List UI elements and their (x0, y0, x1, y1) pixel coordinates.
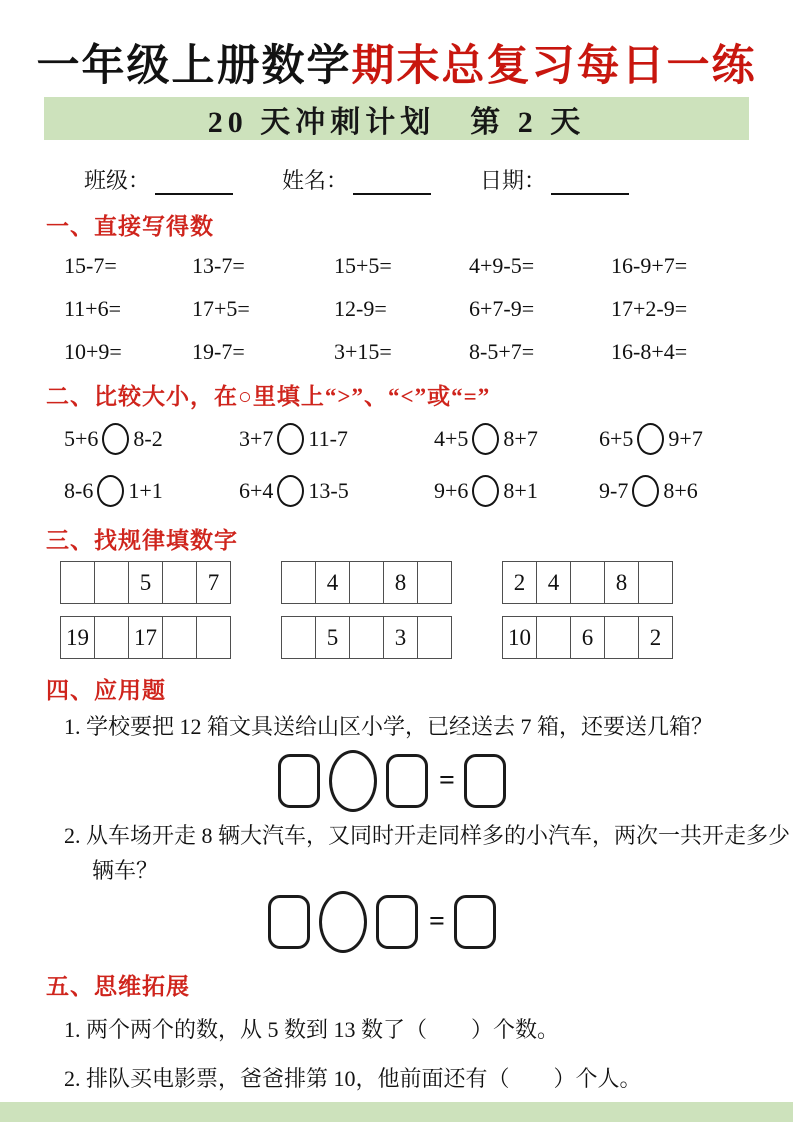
sequence-cell (281, 616, 316, 659)
answer-circle (277, 423, 304, 455)
oral-math-grid (0, 253, 793, 365)
right-expression: 11-7 (308, 426, 348, 452)
equation-shapes-row-2 (268, 889, 793, 955)
comparison-grid (0, 421, 793, 509)
plan-banner (44, 97, 749, 140)
comparison-item (64, 473, 239, 509)
answer-box (376, 895, 418, 949)
section4-heading: 四、应用题 (46, 678, 166, 704)
title-review-part: 期末总复习每日一练 (351, 43, 757, 90)
left-expression: 8-6 (64, 478, 94, 504)
math-problem: 16-8+4= (611, 339, 688, 365)
sequence-row (0, 561, 793, 604)
answer-circle (102, 423, 129, 455)
sequence-cell: 5 (128, 561, 163, 604)
math-problem: 15+5= (334, 253, 392, 279)
math-problem: 4+9-5= (469, 253, 535, 279)
comparison-row (64, 473, 793, 509)
thinking-problem-1: 1. 两个两个的数，从 5 数到 13 数了（ ）个数。 (64, 1017, 560, 1043)
sequence-cell (94, 561, 129, 604)
section1-heading: 一、直接写得数 (46, 214, 214, 240)
sequence-cell (638, 561, 673, 604)
sequence-table (281, 616, 452, 659)
sequence-table (60, 561, 231, 604)
sequence-cell (349, 616, 384, 659)
section2-heading: 二、比较大小，在○里填上“>”、“<”或“=” (46, 384, 491, 410)
math-problem: 3+15= (334, 339, 392, 365)
sequence-table (502, 561, 673, 604)
sequence-cell: 4 (536, 561, 571, 604)
section5-heading: 五、思维拓展 (46, 974, 190, 1000)
equals-sign: = (429, 906, 445, 938)
math-problem: 12-9= (334, 296, 387, 322)
equation-shapes-row-1 (278, 748, 793, 814)
answer-box (268, 895, 310, 949)
comparison-item (239, 421, 434, 457)
sequence-row (0, 616, 793, 659)
sequence-cell: 7 (196, 561, 231, 604)
sequence-table (281, 561, 452, 604)
word-problem-2-line1: 2. 从车场开走 8 辆大汽车，又同时开走同样多的小汽车，两次一共开走多少 (64, 823, 791, 849)
date-field (480, 164, 678, 195)
sequence-cell (162, 616, 197, 659)
operator-oval (329, 750, 377, 812)
sequence-cell: 2 (502, 561, 537, 604)
sequence-cell: 8 (604, 561, 639, 604)
left-expression: 6+4 (239, 478, 274, 504)
name-label: 姓名： (282, 168, 349, 194)
sequence-table (502, 616, 673, 659)
left-expression: 6+5 (599, 426, 634, 452)
sequence-cell (281, 561, 316, 604)
answer-circle (632, 475, 659, 507)
sequence-cell (60, 561, 95, 604)
answer-circle (472, 423, 499, 455)
answer-box (386, 754, 428, 808)
sequence-cell (417, 616, 452, 659)
date-blank-line (551, 172, 629, 195)
name-field (282, 164, 480, 195)
word-problem-2-line2: 辆车？ (92, 857, 159, 883)
right-expression: 8+1 (503, 478, 538, 504)
sequence-cell (570, 561, 605, 604)
sequence-cell (94, 616, 129, 659)
answer-circle (637, 423, 664, 455)
class-label: 班级： (84, 168, 151, 194)
left-expression: 9+6 (434, 478, 469, 504)
comparison-item (434, 421, 599, 457)
word-problem-1: 1. 学校要把 12 箱文具送给山区小学，已经送去 7 箱，还要送几箱？ (64, 714, 714, 740)
right-expression: 8-2 (133, 426, 163, 452)
math-problem: 15-7= (64, 253, 117, 279)
math-problem: 19-7= (192, 339, 245, 365)
title-grade-part: 一年级上册数学 (36, 43, 352, 90)
sequence-cell: 3 (383, 616, 418, 659)
equals-sign: = (439, 765, 455, 797)
sequence-cell: 2 (638, 616, 673, 659)
math-problem: 17+2-9= (611, 296, 688, 322)
right-expression: 9+7 (668, 426, 703, 452)
comparison-item (599, 421, 793, 457)
name-blank-line (353, 172, 431, 195)
math-problem: 16-9+7= (611, 253, 688, 279)
left-expression: 5+6 (64, 426, 99, 452)
answer-circle (277, 475, 304, 507)
section3-heading: 三、找规律填数字 (46, 528, 238, 554)
sequence-table (60, 616, 231, 659)
right-expression: 8+6 (663, 478, 698, 504)
math-problem: 8-5+7= (469, 339, 535, 365)
sequence-cell (604, 616, 639, 659)
sequence-cell: 17 (128, 616, 163, 659)
sequence-cell: 6 (570, 616, 605, 659)
sequence-cell: 19 (60, 616, 95, 659)
comparison-item (434, 473, 599, 509)
sequence-cell (162, 561, 197, 604)
right-expression: 8+7 (503, 426, 538, 452)
sequence-cell: 5 (315, 616, 350, 659)
banner-text: 20 天冲刺计划 第 2 天 (207, 105, 586, 139)
comparison-item (599, 473, 793, 509)
math-problem: 17+5= (192, 296, 250, 322)
right-expression: 13-5 (308, 478, 349, 504)
sequence-cell (536, 616, 571, 659)
date-label: 日期： (480, 168, 547, 194)
sequence-cell (417, 561, 452, 604)
left-expression: 9-7 (599, 478, 629, 504)
math-problem: 11+6= (64, 296, 121, 322)
answer-box (278, 754, 320, 808)
operator-oval (319, 891, 367, 953)
meta-row (84, 164, 793, 195)
left-expression: 4+5 (434, 426, 469, 452)
footer-accent-bar (0, 1102, 793, 1122)
sequence-cell: 4 (315, 561, 350, 604)
thinking-problem-2: 2. 排队买电影票，爸爸排第 10，他前面还有（ ）个人。 (64, 1066, 642, 1092)
class-blank-line (155, 172, 233, 195)
sequence-cell: 8 (383, 561, 418, 604)
math-problem: 10+9= (64, 339, 122, 365)
comparison-item (64, 421, 239, 457)
math-problem: 6+7-9= (469, 296, 535, 322)
page-title (0, 0, 793, 91)
right-expression: 1+1 (128, 478, 163, 504)
sequence-cell (349, 561, 384, 604)
result-box (464, 754, 506, 808)
left-expression: 3+7 (239, 426, 274, 452)
comparison-item (239, 473, 434, 509)
sequence-cell (196, 616, 231, 659)
answer-circle (472, 475, 499, 507)
answer-circle (97, 475, 124, 507)
sequence-cell: 10 (502, 616, 537, 659)
class-field (84, 164, 282, 195)
result-box (454, 895, 496, 949)
math-problem: 13-7= (192, 253, 245, 279)
comparison-row (64, 421, 793, 457)
